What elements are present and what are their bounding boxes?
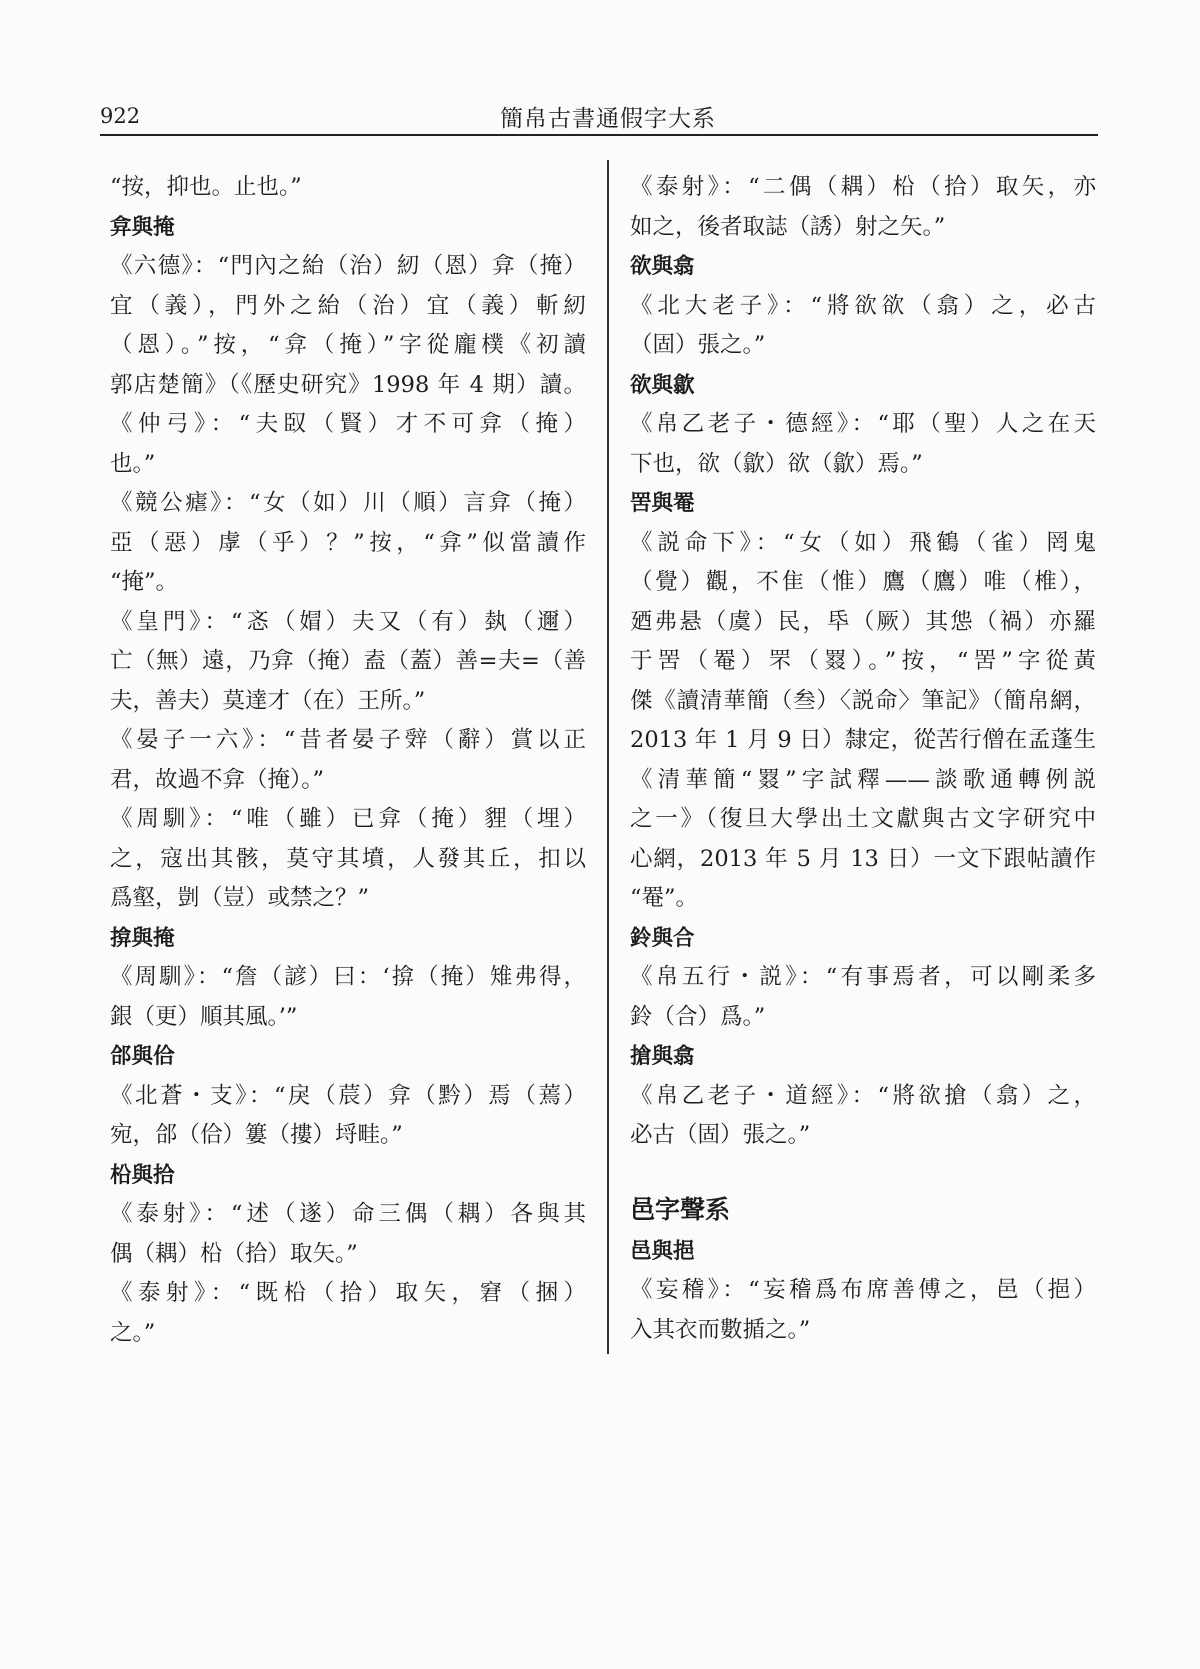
text-line: 《六德》：“門內之紿（治）紉（恩）弇（掩） xyxy=(110,253,586,279)
text-line: “掩”。 xyxy=(110,569,179,595)
text-line: 必古（固）張之。” xyxy=(630,1122,811,1148)
text-line: 《皇門》：“忞（媢）夫又（有）埶（邇） xyxy=(110,608,586,635)
text-line: 《帛乙老子・道經》：“將欲搶（翕）之， xyxy=(630,1082,1096,1109)
text-line: 入其衣而數揗之。” xyxy=(630,1316,811,1343)
text-line: 廼弗悬（虞）民，氒（厥）其怹（禍）亦羅 xyxy=(630,608,1096,635)
entry-heading: 鈴與合 xyxy=(630,925,695,951)
text-line: “按，抑也。止也。” xyxy=(110,174,302,200)
text-line: 亡（無）遠，乃弇（掩）盍（蓋）善=夫=（善 xyxy=(110,648,586,674)
text-line: （恩）。”按，“弇（掩）”字從龐樸《初讀 xyxy=(110,332,586,358)
text-line: 之。” xyxy=(110,1319,156,1346)
text-line: 下也，欲（歙）欲（歙）焉。” xyxy=(630,450,923,477)
text-line: 郭店楚簡》（《歷史研究》1998 年 4 期）讀。 xyxy=(110,371,586,398)
text-line: 《泰射》：“二偶（耦）柗（拾）取矢，亦 xyxy=(630,174,1096,200)
entry-heading: 欲與歙 xyxy=(630,372,695,398)
entry-heading: 揜與掩 xyxy=(110,925,175,951)
text-line: 《晏子一六》：“昔者晏子辤（辭）賞以正 xyxy=(110,727,586,753)
text-line: 亞（惡）虖（乎）？”按，“弇”似當讀作 xyxy=(110,529,586,556)
text-line: 之，寇出其骸，莫守其墳，人發其丘，扣以 xyxy=(110,845,586,872)
text-line: 《北蒼・支》：“戾（莀）弇（黔）焉（蔫） xyxy=(110,1082,586,1109)
text-line: “罨”。 xyxy=(630,885,699,911)
left-column xyxy=(110,168,586,1353)
text-line: 于罟（罨）罘（罬）。”按，“罟”字從黃 xyxy=(630,648,1096,674)
text-line: 《清華簡“罬”字試釋——談歌通轉例説 xyxy=(630,766,1096,793)
entry-heading: 郃與佮 xyxy=(110,1044,175,1069)
page-header xyxy=(100,96,1098,136)
text-line: 《仲弓》：“夫臤（賢）才不可弇（掩） xyxy=(110,411,586,437)
text-line: 《帛乙老子・德經》：“耶（聖）人之在天 xyxy=(630,411,1096,437)
entry-heading: 罟與罨 xyxy=(630,491,695,516)
text-line: 也。” xyxy=(110,450,156,477)
text-line: 《妄稽》：“妄稽爲布席善傅之，邑（挹） xyxy=(630,1277,1096,1303)
text-line: 如之，後者取誌（誘）射之矢。” xyxy=(630,213,946,240)
text-line: 《周馴》：“詹（諺）曰：‘揜（掩）雉弗得， xyxy=(110,964,586,990)
text-line: 《北大老子》：“將欲欲（翕）之，必古 xyxy=(630,292,1096,319)
header-rule xyxy=(100,134,1098,136)
text-line: （固）張之。” xyxy=(630,332,766,358)
text-line: 2013 年 1 月 9 日）隸定，從苦行僧在孟蓬生 xyxy=(630,727,1096,753)
entry-heading: 柗與拾 xyxy=(110,1162,175,1188)
text-line: 爲壑，剴（豈）或禁之？” xyxy=(110,885,370,911)
text-line: 傑《讀清華簡（叁）〈説命〉筆記》（簡帛網， xyxy=(630,687,1096,714)
text-line: 《周馴》：“唯（雖）已弇（掩）貍（埋） xyxy=(110,806,586,832)
text-line: 心網，2013 年 5 月 13 日）一文下跟帖讀作 xyxy=(630,845,1096,872)
entry-heading: 欲與翕 xyxy=(630,254,695,279)
text-line: 之一》（復旦大學出土文獻與古文字研究中 xyxy=(630,806,1096,832)
text-line: 君，故過不弇（掩）。” xyxy=(110,766,325,793)
text-line: 《泰射》：“述（遂）命三偶（耦）各與其 xyxy=(110,1201,586,1227)
text-line: 銀（更）順其風。’” xyxy=(110,1003,298,1030)
column-divider xyxy=(607,160,609,1354)
text-line: 鈴（合）爲。” xyxy=(630,1003,766,1030)
text-line: 《泰射》：“既柗（拾）取矢，窘（捆） xyxy=(110,1280,586,1306)
page-number: 922 xyxy=(100,104,141,128)
text-line: （覺）觀，不隹（惟）鷹（鷹）唯（椎）， xyxy=(630,569,1096,595)
text-line: 《説命下》：“女（如）飛鶴（雀）罔鬼 xyxy=(630,529,1096,556)
entry-heading: 搶與翕 xyxy=(630,1044,695,1069)
right-column xyxy=(630,168,1096,1350)
text-line: 《競公瘧》：“女（如）川（順）言弇（掩） xyxy=(110,490,586,516)
entry-heading: 邑與挹 xyxy=(630,1238,695,1264)
section-heading: 邑字聲系 xyxy=(630,1194,731,1224)
text-line: 夫，善夫）莫達才（在）王所。” xyxy=(110,687,426,714)
entry-heading: 弇與掩 xyxy=(110,214,175,240)
running-title: 簡帛古書通假字大系 xyxy=(500,106,716,132)
text-line: 偶（耦）柗（拾）取矢。” xyxy=(110,1240,358,1267)
text-line: 宜（義），門外之紿（治）宜（義）斬紉 xyxy=(110,292,586,319)
text-line: 《帛五行・説》：“有事焉者，可以剛柔多 xyxy=(630,964,1096,990)
text-line: 宛，郃（佮）簍（摟）埒畦。” xyxy=(110,1122,403,1148)
